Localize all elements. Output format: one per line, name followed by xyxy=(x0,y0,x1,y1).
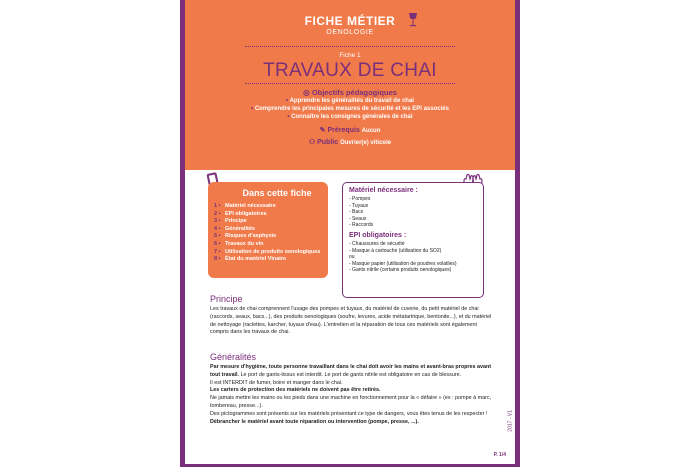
toc-title: Dans cette fiche xyxy=(242,188,312,198)
materiel-item: - Pompes xyxy=(349,196,371,202)
generalites-line: Les carters de protection des matériels ne doivent pas être retirés. xyxy=(210,387,381,394)
epi-item: - Masque papier (utilisation de poudres volatiles) xyxy=(349,260,457,267)
people-icon: ⚇ xyxy=(308,139,316,146)
dotted-divider xyxy=(245,46,455,47)
fiche-number: Fiche 1 xyxy=(339,52,361,59)
dotted-divider xyxy=(245,83,455,84)
toc-item[interactable]: 2 • EPI obligatoires xyxy=(214,211,322,219)
toc-box xyxy=(208,182,328,278)
materiel-item: - Tuyaux xyxy=(349,202,369,209)
principe-heading: Principe xyxy=(210,294,243,304)
toc-item[interactable]: 3 • Principe xyxy=(214,218,322,226)
prerequis-line: ✎ Prérequis Aucun xyxy=(319,127,381,134)
objectif-item: • Connaître les consignes générales de chai xyxy=(287,114,413,120)
toc-item[interactable]: 8 • État du matériel Vinaire xyxy=(214,256,322,264)
materiel-item: - Raccords xyxy=(349,222,374,229)
materiel-box xyxy=(342,182,484,298)
page-title: TRAVAUX DE CHAI xyxy=(263,60,437,81)
generalites-line: Le port de gants-tissus est interdit. Le port de gants nitrile est obligatoire en cas de blessure. xyxy=(240,371,462,378)
generalites-line: Débrancher le matériel avant toute réparation ou intervention (pompe, presse, ...). xyxy=(210,418,419,425)
toc-item[interactable]: 7 • Utilisation de produits oenologiques xyxy=(214,249,322,257)
logo-title: FICHE MÉTIER xyxy=(304,14,396,28)
objectifs-heading: ◎ Objectifs pédagogiques xyxy=(303,88,397,97)
principe-text: Les travaux de chai comprennent l'usage des pompes et tuyaux, du matériel de cuverie, du petit matériel de chai (raccords, seaux, bacs...), des produits oenologiques (soufre, levures, acide métatartrique, bentonite...), et du matériel de nettoyage (raclettes, karcher, tuyaux d'eau). L'entretien et la réparation de tous ces matériels sont également compris dans les travaux de chai. xyxy=(210,306,492,336)
epi-heading: EPI obligatoires : xyxy=(349,231,407,239)
document-page xyxy=(180,0,520,467)
target-icon: ◎ xyxy=(303,88,310,97)
toc-item[interactable]: 4 • Généralités xyxy=(214,226,322,234)
materiel-item: - Bacs xyxy=(349,209,364,216)
logo-subtitle: OENOLOGIE xyxy=(326,29,374,36)
epi-item: - Chaussures de sécurité xyxy=(349,240,405,247)
materiel-item: - Seaux xyxy=(349,215,367,222)
right-border xyxy=(515,0,520,467)
generalites-heading: Généralités xyxy=(210,352,257,362)
book-icon: ✎ xyxy=(319,127,326,134)
epi-item: ou xyxy=(349,254,355,261)
version-reference: 2017 - V1 xyxy=(508,410,514,432)
toc-item[interactable]: 5 • Risques d'asphyxie xyxy=(214,233,322,241)
epi-item: - Gants nitrile (certains produits oenologiques) xyxy=(349,267,452,274)
public-line: ⚇ Public Ouvrier(e) viticole xyxy=(308,139,392,146)
header-banner xyxy=(185,0,515,170)
generalites-line: Des pictogrammes sont présents sur les matériels présentant ce type de dangers, vous êtes tenus de les respecter ! xyxy=(210,410,488,417)
page-number: P. 1/4 xyxy=(493,452,506,458)
wine-glass-icon xyxy=(407,12,419,28)
generalites-line: Ne jamais mettre les mains ou les pieds dans une machine en fonctionnement pour la « défaire » (ex : pompe à marc, tombereau, presse...). xyxy=(210,395,492,409)
toc-item[interactable]: 6 • Travaux du vin xyxy=(214,241,322,249)
epi-item: - Masque à cartouche (utilisation du SO2) xyxy=(349,247,442,254)
materiel-heading: Matériel nécessaire : xyxy=(349,187,418,194)
objectif-item: • Comprendre les principales mesures de sécurité et les EPI associés xyxy=(251,106,449,112)
generalites-line: Par mesure d'hygiène, toute personne travaillant dans le chai doit avoir les mains et avant-bras propres avant tout travail. xyxy=(210,364,492,378)
generalites-line: Il est INTERDIT de fumer, boire et manger dans le chai. xyxy=(210,379,343,386)
toc-item[interactable]: 1 • Matériel nécessaire xyxy=(214,203,322,211)
generalites-text xyxy=(210,364,493,426)
objectif-item: • Apprendre les généralités du travail de chai xyxy=(286,98,414,104)
